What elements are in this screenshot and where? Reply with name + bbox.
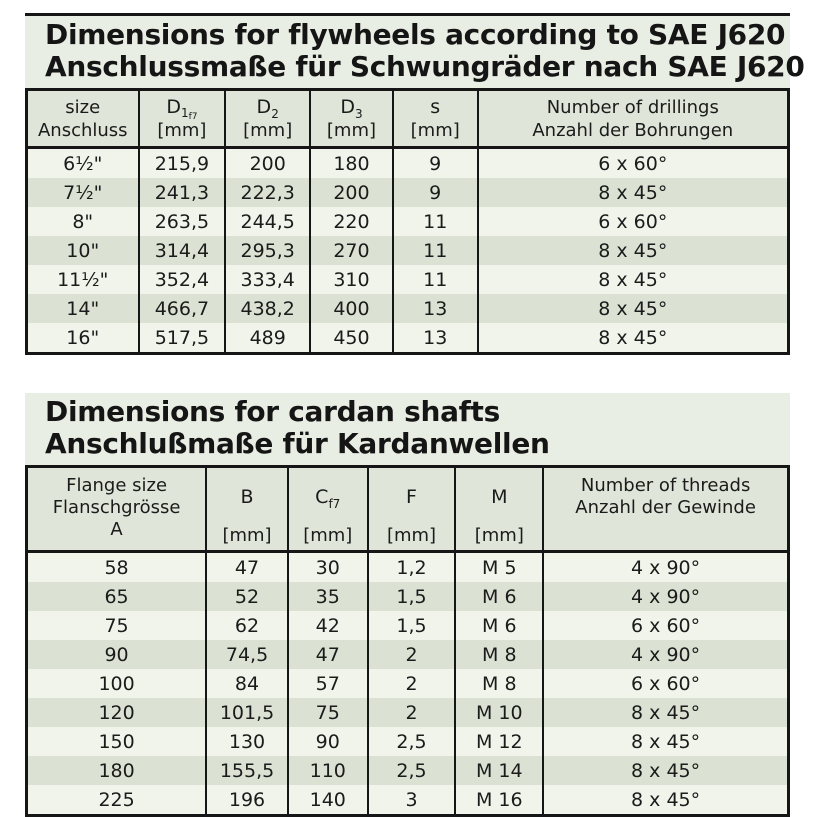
- table-cell: 52: [206, 582, 288, 611]
- table-cell: 466,7: [139, 294, 226, 323]
- flywheel-section: [25, 16, 805, 355]
- table-cell: 2,5: [368, 727, 456, 756]
- table-cell: 314,4: [139, 236, 226, 265]
- cardan-table: [25, 465, 790, 817]
- table-cell: 270: [310, 236, 393, 265]
- table-cell: 8 x 45°: [478, 294, 789, 323]
- table-row: [27, 727, 789, 756]
- table-cell: 200: [310, 178, 393, 207]
- table-row: [27, 294, 789, 323]
- table-cell: M 8: [455, 669, 543, 698]
- table-cell: 8": [27, 207, 139, 236]
- table-cell: 2: [368, 640, 456, 669]
- table-cell: 295,3: [225, 236, 310, 265]
- col-header-drillings-de: Anzahl der Bohrungen: [532, 119, 734, 141]
- unit-d2: [mm]: [243, 119, 293, 141]
- cardan-header-row: [27, 467, 789, 552]
- table-cell: 47: [206, 552, 288, 583]
- cardan-title-en: Dimensions for cardan shafts: [45, 395, 501, 428]
- table-cell: 8 x 45°: [543, 698, 788, 727]
- table-row: [27, 756, 789, 785]
- table-cell: 2: [368, 698, 456, 727]
- cardan-table-body: [27, 552, 789, 816]
- table-cell: 438,2: [225, 294, 310, 323]
- table-cell: 101,5: [206, 698, 288, 727]
- table-cell: 352,4: [139, 265, 226, 294]
- table-cell: 110: [288, 756, 368, 785]
- unit-s: [mm]: [410, 119, 460, 141]
- col-header-size-de: Anschluss: [37, 119, 128, 141]
- col-header-size: [27, 90, 139, 148]
- table-cell: 90: [288, 727, 368, 756]
- symbol-b: B: [240, 485, 254, 508]
- flywheel-header-row: [27, 90, 789, 148]
- symbol-m: M: [491, 485, 508, 508]
- table-row: [27, 552, 789, 583]
- table-cell: M 10: [455, 698, 543, 727]
- table-row: [27, 611, 789, 640]
- table-cell: 8 x 45°: [478, 265, 789, 294]
- table-cell: 333,4: [225, 265, 310, 294]
- table-cell: 310: [310, 265, 393, 294]
- flywheel-title-de: Anschlussmaße für Schwungräder nach SAE J620: [45, 50, 805, 83]
- col-header-f: [368, 467, 456, 552]
- table-cell: 6 x 60°: [478, 207, 789, 236]
- table-cell: 225: [27, 785, 207, 816]
- table-row: [27, 582, 789, 611]
- col-header-b: [206, 467, 288, 552]
- table-cell: 196: [206, 785, 288, 816]
- table-cell: 155,5: [206, 756, 288, 785]
- table-cell: 244,5: [225, 207, 310, 236]
- table-cell: 263,5: [139, 207, 226, 236]
- table-cell: 180: [27, 756, 207, 785]
- table-cell: 42: [288, 611, 368, 640]
- table-cell: 4 x 90°: [543, 552, 788, 583]
- table-cell: 2,5: [368, 756, 456, 785]
- table-cell: 6 x 60°: [543, 611, 788, 640]
- table-cell: M 6: [455, 582, 543, 611]
- table-row: [27, 698, 789, 727]
- table-cell: M 8: [455, 640, 543, 669]
- table-cell: 11: [393, 207, 478, 236]
- table-cell: 517,5: [139, 323, 226, 354]
- table-cell: M 5: [455, 552, 543, 583]
- table-cell: 16": [27, 323, 139, 354]
- symbol-cf7: $C_{f7}$: [315, 485, 341, 511]
- table-cell: 6 x 60°: [543, 669, 788, 698]
- unit-f: [mm]: [386, 525, 437, 546]
- cardan-title-de: Anschlußmaße für Kardanwellen: [45, 427, 550, 460]
- table-cell: 9: [393, 178, 478, 207]
- table-row: [27, 236, 789, 265]
- table-cell: 8 x 45°: [478, 236, 789, 265]
- table-cell: M 12: [455, 727, 543, 756]
- table-cell: 13: [393, 294, 478, 323]
- symbol-f: F: [406, 485, 417, 508]
- table-cell: 90: [27, 640, 207, 669]
- table-row: [27, 178, 789, 207]
- table-cell: 11: [393, 236, 478, 265]
- symbol-d1f7: $D_{1f7}$: [166, 95, 198, 123]
- table-row: [27, 148, 789, 179]
- table-cell: 140: [288, 785, 368, 816]
- table-cell: 450: [310, 323, 393, 354]
- flywheel-title-en: Dimensions for flywheels according to SAE J620: [45, 18, 786, 51]
- table-row: [27, 323, 789, 354]
- table-cell: 8 x 45°: [543, 785, 788, 816]
- table-cell: 1,5: [368, 611, 456, 640]
- table-cell: 8 x 45°: [478, 178, 789, 207]
- flywheel-table-body: [27, 148, 789, 354]
- table-cell: 180: [310, 148, 393, 179]
- col-header-threads-de: Anzahl der Gewinde: [575, 497, 756, 518]
- table-cell: 241,3: [139, 178, 226, 207]
- table-cell: 3: [368, 785, 456, 816]
- table-cell: 6 x 60°: [478, 148, 789, 179]
- table-cell: 8 x 45°: [543, 727, 788, 756]
- table-row: [27, 207, 789, 236]
- table-cell: 65: [27, 582, 207, 611]
- table-cell: 58: [27, 552, 207, 583]
- col-header-d3: [310, 90, 393, 148]
- table-cell: 35: [288, 582, 368, 611]
- unit-b: [mm]: [222, 525, 272, 546]
- page-content: [25, 13, 805, 817]
- symbol-d3: $D_3$: [340, 95, 363, 121]
- table-cell: 220: [310, 207, 393, 236]
- table-cell: 4 x 90°: [543, 640, 788, 669]
- table-row: [27, 785, 789, 816]
- table-cell: 222,3: [225, 178, 310, 207]
- flywheel-title-block: [25, 16, 805, 88]
- table-cell: 1,5: [368, 582, 456, 611]
- col-header-size-en: size: [65, 96, 101, 118]
- table-cell: 57: [288, 669, 368, 698]
- table-cell: 75: [288, 698, 368, 727]
- table-cell: 8 x 45°: [478, 323, 789, 354]
- col-header-drillings: [478, 90, 789, 148]
- table-cell: 150: [27, 727, 207, 756]
- table-cell: 13: [393, 323, 478, 354]
- table-cell: 6½": [27, 148, 139, 179]
- col-header-cf7: [288, 467, 368, 552]
- col-header-flange-symbol: A: [110, 519, 123, 540]
- unit-d1f7: [mm]: [157, 119, 207, 141]
- table-cell: 489: [225, 323, 310, 354]
- col-header-s: [393, 90, 478, 148]
- unit-cf7: [mm]: [303, 525, 353, 546]
- table-row: [27, 265, 789, 294]
- table-cell: 200: [225, 148, 310, 179]
- unit-m: [mm]: [474, 525, 524, 546]
- col-header-m: [455, 467, 543, 552]
- cardan-title-block: [25, 393, 790, 465]
- table-cell: M 6: [455, 611, 543, 640]
- table-cell: 2: [368, 669, 456, 698]
- table-cell: 1,2: [368, 552, 456, 583]
- table-cell: 7½": [27, 178, 139, 207]
- table-cell: 75: [27, 611, 207, 640]
- table-cell: 9: [393, 148, 478, 179]
- table-cell: 74,5: [206, 640, 288, 669]
- symbol-d2: $D_2$: [256, 95, 279, 121]
- table-cell: 62: [206, 611, 288, 640]
- col-header-d1f7: [139, 90, 226, 148]
- table-cell: 30: [288, 552, 368, 583]
- table-cell: 11½": [27, 265, 139, 294]
- table-cell: 130: [206, 727, 288, 756]
- unit-d3: [mm]: [326, 119, 377, 141]
- table-cell: 11: [393, 265, 478, 294]
- table-cell: 215,9: [139, 148, 226, 179]
- cardan-section: [25, 393, 790, 817]
- table-cell: 8 x 45°: [543, 756, 788, 785]
- col-header-d2: [225, 90, 310, 148]
- col-header-threads-en: Number of threads: [580, 475, 751, 496]
- col-header-flange-en: Flange size: [66, 475, 168, 496]
- table-cell: 400: [310, 294, 393, 323]
- table-cell: 10": [27, 236, 139, 265]
- table-cell: 84: [206, 669, 288, 698]
- flywheel-table: [25, 88, 790, 355]
- symbol-s: s: [430, 95, 441, 118]
- table-cell: M 14: [455, 756, 543, 785]
- table-row: [27, 640, 789, 669]
- table-row: [27, 669, 789, 698]
- table-cell: 14": [27, 294, 139, 323]
- table-cell: 47: [288, 640, 368, 669]
- col-header-drillings-en: Number of drillings: [546, 96, 719, 118]
- table-cell: 120: [27, 698, 207, 727]
- table-cell: 100: [27, 669, 207, 698]
- col-header-threads: [543, 467, 788, 552]
- section-gap: [25, 355, 790, 393]
- col-header-flange-de: Flanschgrösse: [52, 497, 181, 518]
- table-cell: M 16: [455, 785, 543, 816]
- table-cell: 4 x 90°: [543, 582, 788, 611]
- col-header-flange-size: [27, 467, 207, 552]
